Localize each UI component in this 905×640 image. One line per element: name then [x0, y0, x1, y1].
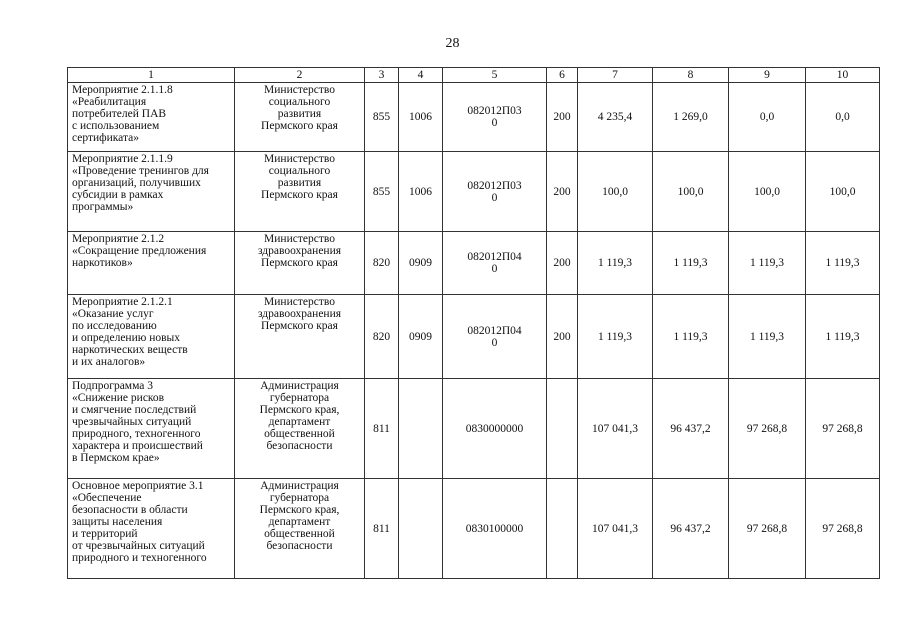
- expense-type-code: 200: [547, 152, 578, 232]
- budget-table: [67, 67, 880, 579]
- section-code: 1006: [399, 83, 443, 152]
- responsible-cell: [235, 295, 365, 379]
- admin-code: 820: [365, 295, 399, 379]
- amount-col8: 1 269,0: [653, 83, 729, 152]
- table-row: [68, 379, 880, 479]
- target-article-code: 0830000000: [465, 422, 524, 435]
- column-header: 7: [578, 68, 653, 83]
- target-article-code: 082012П04 0: [467, 324, 522, 349]
- expense-type-code: 200: [547, 83, 578, 152]
- section-code: 0909: [399, 232, 443, 295]
- target-code-cell: [443, 152, 547, 232]
- responsible-cell: [235, 83, 365, 152]
- section-code: [399, 479, 443, 579]
- column-header: 2: [235, 68, 365, 83]
- target-code-cell: [443, 295, 547, 379]
- activity-name: Мероприятие 2.1.1.8 «Реабилитация потребителей ПАВ с использованием сертификата»: [72, 84, 173, 144]
- column-header: 5: [443, 68, 547, 83]
- table-row: [68, 295, 880, 379]
- table-row: [68, 152, 880, 232]
- responsible-executor: Министерство здравоохранения Пермского края: [257, 233, 342, 269]
- admin-code: 855: [365, 83, 399, 152]
- target-code-cell: [443, 232, 547, 295]
- amount-col9: 1 119,3: [729, 295, 806, 379]
- column-header: 4: [399, 68, 443, 83]
- table-row: [68, 479, 880, 579]
- amount-col9: 97 268,8: [729, 479, 806, 579]
- section-code: 0909: [399, 295, 443, 379]
- amount-col7: 1 119,3: [578, 232, 653, 295]
- responsible-executor: Министерство социального развития Пермского края: [261, 84, 338, 132]
- amount-col9: 1 119,3: [729, 232, 806, 295]
- expense-type-code: [547, 379, 578, 479]
- table-row: [68, 83, 880, 152]
- amount-col10: 97 268,8: [806, 479, 880, 579]
- activity-name-cell: [68, 295, 235, 379]
- activity-name-cell: [68, 379, 235, 479]
- target-code-cell: [443, 479, 547, 579]
- responsible-cell: [235, 232, 365, 295]
- target-article-code: 082012П03 0: [467, 179, 522, 204]
- admin-code: 811: [365, 379, 399, 479]
- amount-col10: 1 119,3: [806, 295, 880, 379]
- admin-code: 855: [365, 152, 399, 232]
- amount-col7: 100,0: [578, 152, 653, 232]
- amount-col9: 97 268,8: [729, 379, 806, 479]
- amount-col8: 96 437,2: [653, 479, 729, 579]
- amount-col10: 100,0: [806, 152, 880, 232]
- responsible-executor: Министерство здравоохранения Пермского края: [257, 296, 342, 332]
- expense-type-code: [547, 479, 578, 579]
- responsible-cell: [235, 479, 365, 579]
- section-code: 1006: [399, 152, 443, 232]
- amount-col7: 107 041,3: [578, 479, 653, 579]
- amount-col8: 96 437,2: [653, 379, 729, 479]
- amount-col8: 1 119,3: [653, 295, 729, 379]
- target-article-code: 0830100000: [465, 522, 524, 535]
- admin-code: 811: [365, 479, 399, 579]
- amount-col10: 97 268,8: [806, 379, 880, 479]
- responsible-cell: [235, 379, 365, 479]
- activity-name: Подпрограмма 3 «Снижение рисков и смягчение последствий чрезвычайных ситуаций природного, техногенного характера и происшествий в Пермском крае»: [72, 380, 203, 464]
- responsible-executor: Администрация губернатора Пермского края, департамент общественной безопасности: [259, 480, 340, 552]
- target-code-cell: [443, 83, 547, 152]
- activity-name-cell: [68, 232, 235, 295]
- responsible-executor: Министерство социального развития Пермского края: [261, 153, 338, 201]
- activity-name-cell: [68, 83, 235, 152]
- column-header: 3: [365, 68, 399, 83]
- column-header: 8: [653, 68, 729, 83]
- activity-name: Мероприятие 2.1.2 «Сокращение предложения наркотиков»: [72, 233, 207, 269]
- activity-name: Мероприятие 2.1.1.9 «Проведение тренингов для организаций, получивших субсидии в рамках программы»: [72, 153, 209, 213]
- amount-col7: 1 119,3: [578, 295, 653, 379]
- amount-col7: 107 041,3: [578, 379, 653, 479]
- target-article-code: 082012П03 0: [467, 105, 522, 129]
- amount-col9: 0,0: [729, 83, 806, 152]
- amount-col10: 1 119,3: [806, 232, 880, 295]
- activity-name: Основное мероприятие 3.1 «Обеспечение безопасности в области защиты населения и территорий от чрезвычайных ситуаций природного и техногенного: [72, 480, 207, 564]
- expense-type-code: 200: [547, 232, 578, 295]
- amount-col8: 100,0: [653, 152, 729, 232]
- header-row: [68, 68, 880, 83]
- amount-col9: 100,0: [729, 152, 806, 232]
- amount-col8: 1 119,3: [653, 232, 729, 295]
- column-header: 6: [547, 68, 578, 83]
- amount-col7: 4 235,4: [578, 83, 653, 152]
- target-code-cell: [443, 379, 547, 479]
- table-row: [68, 232, 880, 295]
- column-header: 9: [729, 68, 806, 83]
- expense-type-code: 200: [547, 295, 578, 379]
- activity-name-cell: [68, 152, 235, 232]
- amount-col10: 0,0: [806, 83, 880, 152]
- page-number: 28: [445, 36, 460, 51]
- section-code: [399, 379, 443, 479]
- responsible-cell: [235, 152, 365, 232]
- admin-code: 820: [365, 232, 399, 295]
- target-article-code: 082012П04 0: [467, 251, 522, 275]
- activity-name-cell: [68, 479, 235, 579]
- responsible-executor: Администрация губернатора Пермского края, департамент общественной безопасности: [259, 380, 340, 452]
- column-header: 1: [68, 68, 235, 83]
- activity-name: Мероприятие 2.1.2.1 «Оказание услуг по исследованию и определению новых наркотических веществ и их аналогов»: [72, 296, 188, 368]
- column-header: 10: [806, 68, 880, 83]
